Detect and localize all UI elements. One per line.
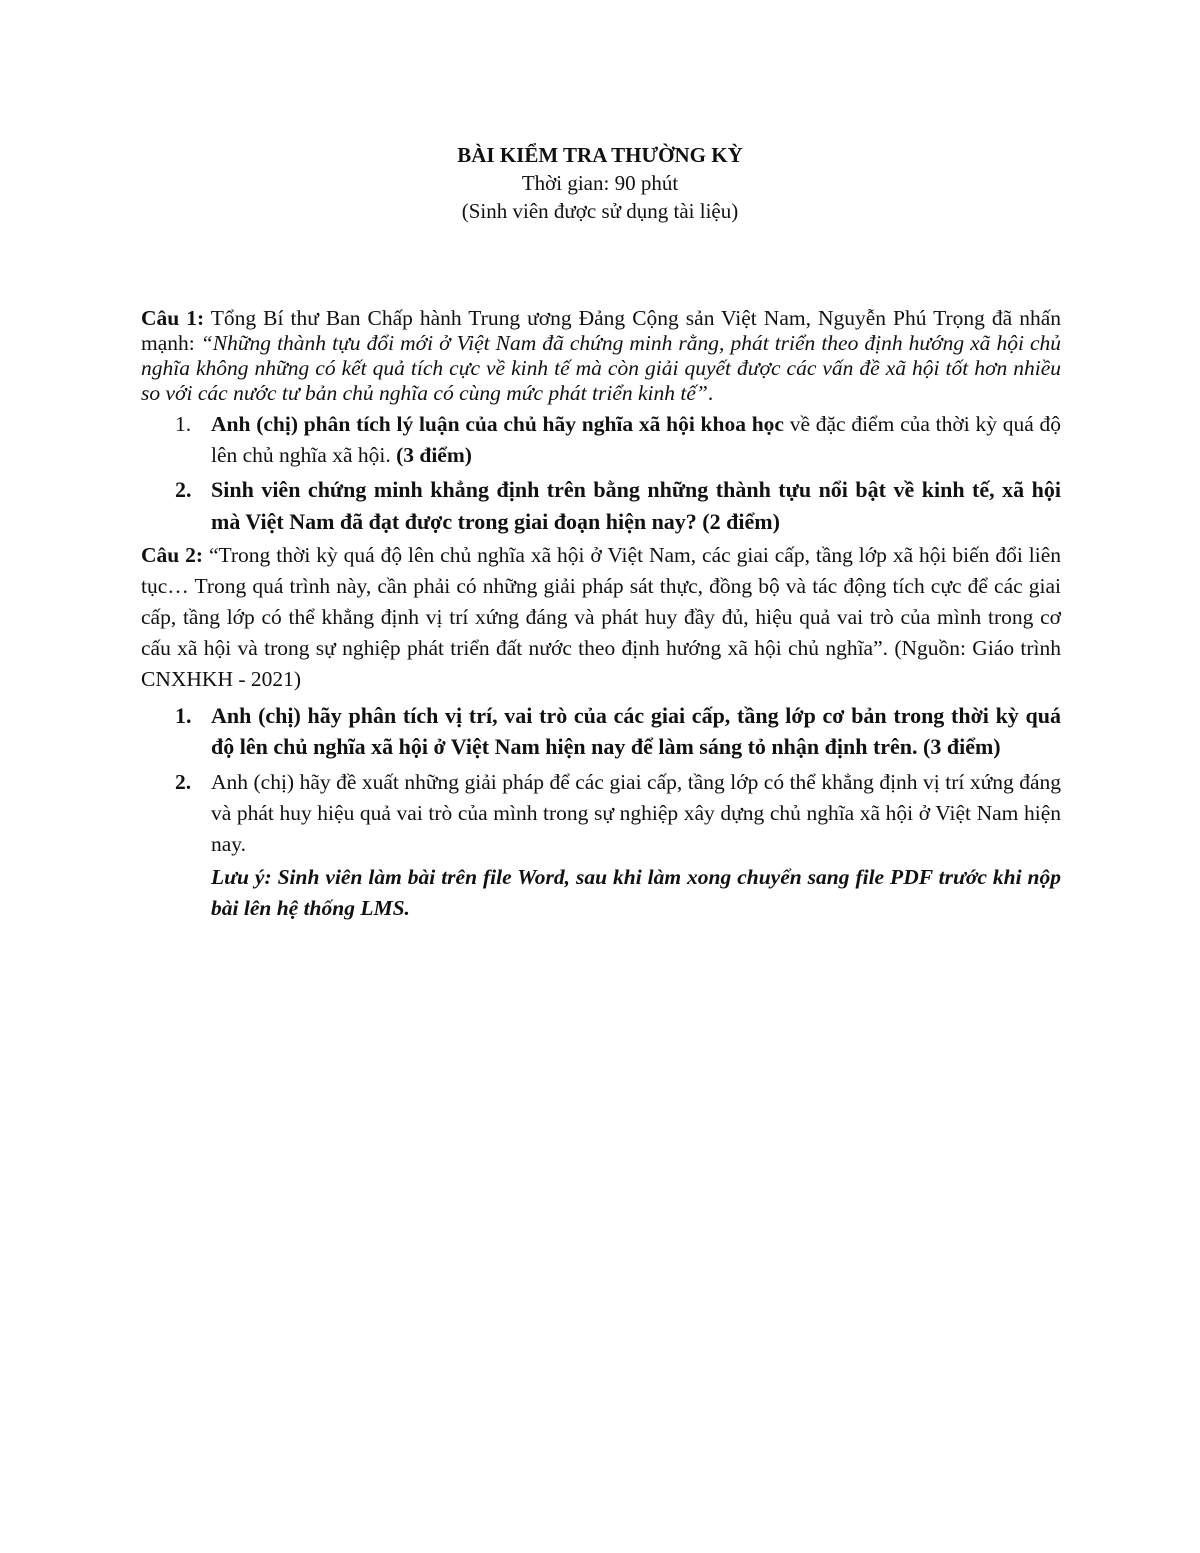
question-2-item-2: [141, 767, 1061, 860]
question-2-item-1: [141, 700, 1061, 762]
item-number: 2.: [175, 477, 192, 502]
question-1-prompt: [141, 306, 1061, 406]
question-1: [141, 306, 1061, 538]
item-number: 1.: [175, 703, 192, 728]
question-1-intro: Tổng Bí thư Ban Chấp hành Trung ương Đảng Cộng sản Việt Nam, Nguyễn Phú Trọng đã nhấn mạnh:: [141, 306, 1061, 355]
question-2-label: Câu 2:: [141, 543, 204, 567]
question-2: [141, 540, 1061, 924]
exam-duration: Thời gian: 90 phút: [521, 171, 679, 195]
document-header: [0, 141, 1200, 225]
exam-title: BÀI KIỂM TRA THƯỜNG KỲ: [457, 143, 743, 167]
question-1-item-2: [141, 474, 1061, 538]
exam-note: (Sinh viên được sử dụng tài liệu): [461, 199, 739, 223]
item-number: 1.: [175, 412, 192, 436]
item-bold-text: Anh (chị) phân tích lý luận của chủ hãy nghĩa xã hội khoa học: [211, 412, 784, 436]
item-number: 2.: [175, 770, 192, 794]
question-2-prompt: [141, 540, 1061, 695]
question-1-quote: “Những thành tựu đổi mới ở Việt Nam đã chứng minh rằng, phát triển theo định hướng xã hội chủ nghĩa không những có kết quả tích cực về kinh tế mà còn giải quyết được các vấn đề xã hội tốt hơn nhiều so với các nước tư bản chủ nghĩa có cùng mức phát triển kinh tế”: [141, 331, 1061, 405]
item-text: Sinh viên chứng minh khẳng định trên bằng những thành tựu nổi bật về kinh tế, xã hội mà Việt Nam đã đạt được trong giai đoạn hiện nay? (2 điểm): [211, 477, 1061, 534]
question-2-text: “Trong thời kỳ quá độ lên chủ nghĩa xã hội ở Việt Nam, các giai cấp, tầng lớp xã hội biến đổi liên tục… Trong quá trình này, cần phải có những giải pháp sát thực, đồng bộ và tác động tích cực để các giai cấp, tầng lớp có thể khẳng định vị trí xứng đáng và phát huy đầy đủ, hiệu quả vai trò của mình trong cơ cấu xã hội và trong sự nghiệp phát triển đất nước theo định hướng xã hội chủ nghĩa”. (Nguồn: Giáo trình CNXHKH - 2021): [141, 543, 1061, 691]
item-points: (3 điểm): [396, 443, 472, 467]
submission-note: Lưu ý: Sinh viên làm bài trên file Word, sau khi làm xong chuyển sang file PDF trước khi nộp bài lên hệ thống LMS.: [211, 865, 1061, 920]
document-body: [141, 306, 1061, 924]
item-text: Anh (chị) hãy đề xuất những giải pháp để các giai cấp, tầng lớp có thể khẳng định vị trí xứng đáng và phát huy hiệu quả vai trò của mình trong sự nghiệp xây dựng chủ nghĩa xã hội ở Việt Nam hiện nay.: [211, 770, 1061, 856]
question-2-items: [141, 700, 1061, 860]
item-text: về đặc điểm của thời kỳ quá độ lên chủ nghĩa xã hội.: [211, 412, 1062, 467]
item-text: Anh (chị) hãy phân tích vị trí, vai trò của các giai cấp, tầng lớp cơ bản trong thời kỳ quá độ lên chủ nghĩa xã hội ở Việt Nam hiện nay để làm sáng tỏ nhận định trên. (3 điểm): [211, 703, 1061, 759]
question-1-item-1: [141, 409, 1061, 471]
question-1-label: Câu 1:: [141, 306, 205, 330]
question-1-items: [141, 409, 1061, 538]
question-1-end: .: [707, 381, 714, 405]
